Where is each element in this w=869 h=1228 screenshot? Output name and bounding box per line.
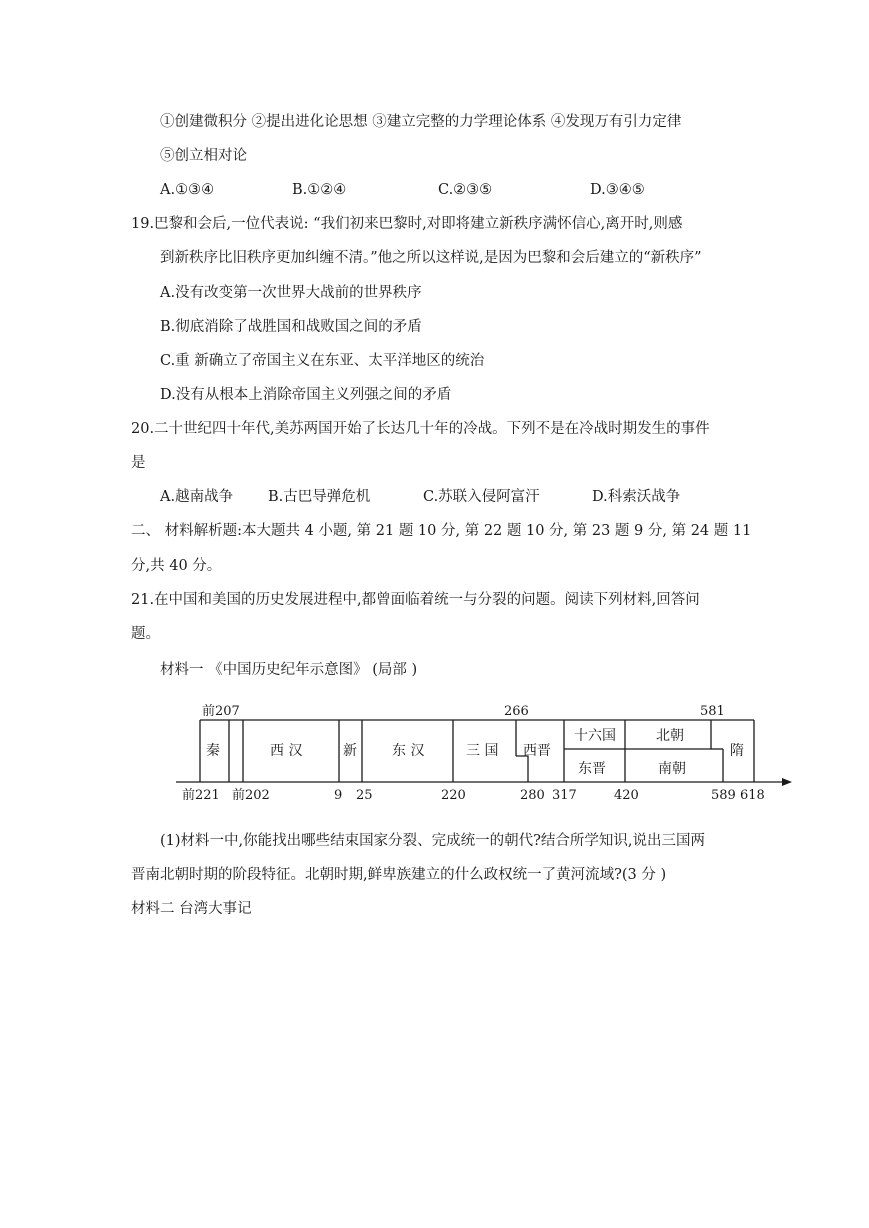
q18-items-line1: ①创建微积分 ②提出进化论思想 ③建立完整的力学理论体系 ④发现万有引力定律 (160, 114, 682, 130)
q19-option-b: B.彻底消除了战胜国和战败国之间的矛盾 (160, 319, 422, 335)
timeline-bottom-label: 420 (614, 788, 639, 803)
period-western-jin: 西晋 (523, 743, 551, 759)
q19-option-a: A.没有改变第一次世界大战前的世界秩序 (160, 285, 422, 301)
q18-option-d: D.③④⑤ (590, 182, 645, 198)
q19-option-c: C.重 新确立了帝国主义在东亚、太平洋地区的统治 (160, 353, 485, 369)
period-sui: 隋 (730, 743, 744, 759)
timeline-bottom-label: 9 (334, 788, 343, 803)
q18-option-a: A.①③④ (160, 182, 215, 198)
timeline-bottom-label: 25 (356, 788, 373, 803)
q18-option-c: C.②③⑤ (438, 182, 493, 198)
timeline-bottom-label: 317 (552, 788, 577, 803)
period-three-kingdoms: 三 国 (466, 743, 499, 759)
q21-stem-line2: 题。 (131, 626, 160, 642)
timeline-bottom-label: 220 (441, 788, 466, 803)
q18-items-line2: ⑤创立相对论 (160, 148, 247, 164)
timeline-bottom-label: 前202 (232, 788, 270, 803)
q19-option-d: D.没有从根本上消除帝国主义列强之间的矛盾 (160, 387, 452, 403)
q20-option-c: C.苏联入侵阿富汗 (423, 489, 540, 505)
q21-sub1-line2: 晋南北朝时期的阶段特征。北朝时期,鲜卑族建立的什么政权统一了黄河流域?(3 分 ) (131, 867, 667, 883)
q20-stem-line2: 是 (131, 455, 146, 471)
timeline-bottom-label: 618 (740, 788, 765, 803)
section2-heading-line2: 分,共 40 分。 (131, 558, 222, 574)
timeline-bottom-label: 589 (711, 788, 736, 803)
timeline-bottom-label: 280 (520, 788, 545, 803)
timeline-top-label: 581 (700, 704, 725, 719)
q20-option-a: A.越南战争 (160, 489, 234, 505)
material1-title: 材料一 《中国历史纪年示意图》 (局部 ) (160, 662, 418, 678)
period-eastern-jin: 东晋 (578, 761, 606, 777)
material2-title: 材料二 台湾大事记 (131, 901, 252, 917)
period-qin: 秦 (206, 743, 220, 759)
section2-heading-line1: 二、 材料解析题:本大题共 4 小题, 第 21 题 10 分, 第 22 题 10 分, 第 23 题 9 分, 第 24 题 11 (131, 523, 752, 539)
q21-stem-line1: 21.在中国和美国的历史发展进程中,都曾面临着统一与分裂的问题。阅读下列材料,回答问 (131, 592, 700, 608)
q20-option-b: B.古巴导弹危机 (268, 489, 371, 505)
timeline-top-label: 前207 (202, 704, 240, 719)
q18-option-b: B.①②④ (292, 182, 347, 198)
q20-stem-line1: 20.二十世纪四十年代,美苏两国开始了长达几十年的冷战。下列不是在冷战时期发生的事件 (131, 421, 710, 437)
chinese-history-timeline (170, 698, 800, 808)
period-eastern-han: 东 汉 (392, 743, 425, 759)
period-western-han: 西 汉 (270, 743, 303, 759)
q19-stem-line1: 19.巴黎和会后,一位代表说: “我们初来巴黎时,对即将建立新秩序满怀信心,离开时,则感 (131, 216, 683, 232)
period-northern-dynasties: 北朝 (656, 728, 684, 744)
q19-stem-line2: 到新秩序比旧秩序更加纠缠不清。”他之所以这样说,是因为巴黎和会后建立的“新秩序” (160, 250, 702, 266)
timeline-top-label: 266 (504, 704, 529, 719)
timeline-bottom-label: 前221 (182, 788, 220, 803)
q21-sub1-line1: (1)材料一中,你能找出哪些结束国家分裂、完成统一的朝代?结合所学知识,说出三国两 (160, 833, 706, 849)
q20-option-d: D.科索沃战争 (592, 489, 681, 505)
period-southern-dynasties: 南朝 (658, 761, 686, 777)
period-sixteen-kingdoms: 十六国 (574, 728, 616, 744)
period-xin: 新 (343, 743, 357, 759)
